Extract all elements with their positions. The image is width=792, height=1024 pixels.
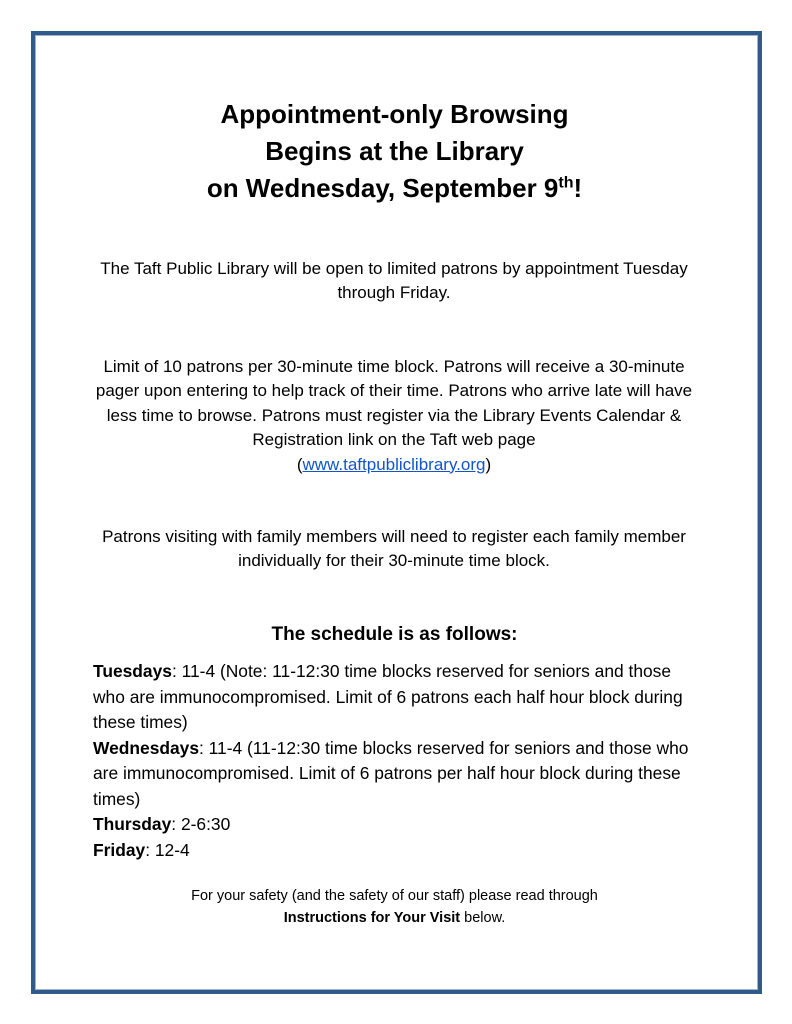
intro-paragraph: The Taft Public Library will be open to limited patrons by appointment Tuesday through Friday. bbox=[100, 259, 688, 303]
schedule-text: : 11-4 (11-12:30 time blocks reserved for seniors and those who are immunocompromised. Limit of 6 patrons per half hour block during these times) bbox=[93, 737, 689, 809]
library-website-link[interactable]: www.taftpubliclibrary.org bbox=[302, 454, 486, 474]
limits-text: Limit of 10 patrons per 30-minute time block. Patrons will receive a 30-minute pager upon entering to help track of their time. Patrons who arrive late will have less time to browse. Patrons must register via the Library Events Calendar & Registration link on the Taft web page bbox=[95, 357, 693, 450]
schedule-item-thursday bbox=[93, 812, 705, 838]
schedule-day: Friday bbox=[93, 839, 146, 860]
schedule-heading: The schedule is as follows: bbox=[271, 624, 518, 645]
schedule-text: : 12-4 bbox=[145, 839, 190, 860]
instructions-label: Instructions for Your Visit bbox=[283, 909, 461, 926]
footer-end: below. bbox=[460, 909, 506, 926]
schedule-text: : 11-4 (Note: 11-12:30 time blocks reserved for seniors and those who are immunocompromised. Limit of 6 patrons each half hour block during these times) bbox=[93, 661, 683, 732]
schedule-item-friday bbox=[93, 838, 705, 864]
title-line-2: Begins at the Library bbox=[265, 136, 524, 166]
title-date-suffix: th bbox=[558, 174, 574, 192]
page-title bbox=[31, 96, 758, 207]
footer-line-1: For your safety (and the safety of our staff) please read through bbox=[191, 888, 598, 904]
title-line-3 bbox=[31, 170, 758, 207]
safety-footer bbox=[31, 886, 758, 929]
schedule-item-tuesdays bbox=[93, 659, 705, 736]
schedule-item-wednesdays bbox=[93, 736, 705, 813]
limits-paragraph bbox=[84, 355, 704, 477]
link-paren-open: ( bbox=[296, 454, 303, 474]
title-exclamation: ! bbox=[573, 173, 583, 203]
schedule-day: Thursday bbox=[93, 814, 172, 834]
link-paren-close: ) bbox=[485, 454, 492, 474]
title-line-1: Appointment-only Browsing bbox=[220, 99, 569, 129]
title-date: on Wednesday, September 9 bbox=[206, 173, 559, 203]
footer-line-2 bbox=[31, 908, 758, 930]
family-paragraph: Patrons visiting with family members will need to register each family member individually for their 30-minute time block. bbox=[102, 527, 686, 571]
schedule-text: : 2-6:30 bbox=[171, 814, 231, 834]
schedule-day: Wednesdays bbox=[93, 737, 199, 758]
schedule-list bbox=[93, 659, 705, 863]
schedule-day: Tuesdays bbox=[93, 661, 172, 681]
